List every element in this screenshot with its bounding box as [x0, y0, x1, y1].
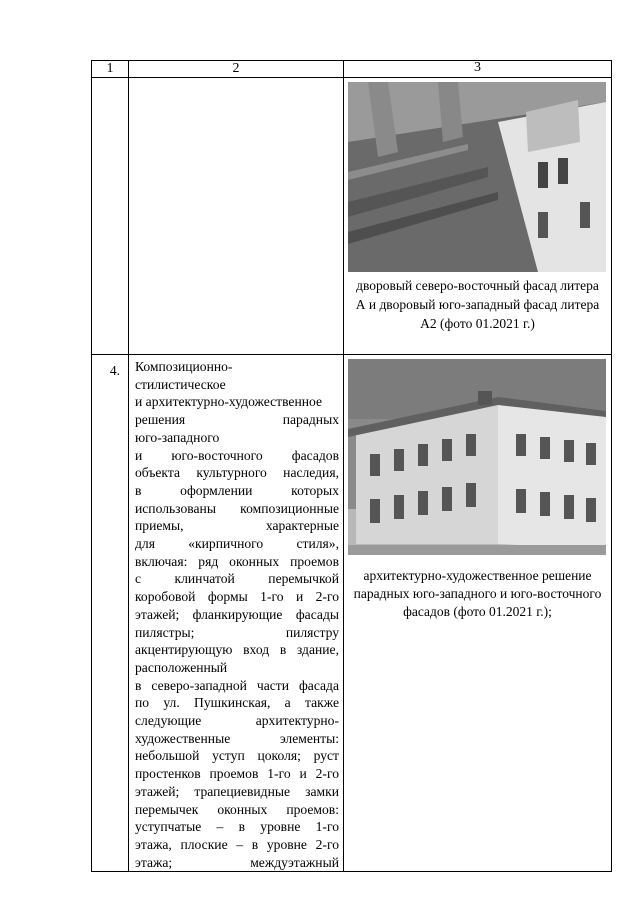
row-description [129, 355, 344, 872]
desc-line: уступчатые – в уровне 1-го [135, 819, 339, 835]
desc-line: приемы, характерные [135, 518, 339, 534]
desc-line: с клинчатой перемычкой [135, 571, 339, 587]
desc-line: в оформлении которых [135, 482, 339, 498]
table-row [92, 78, 612, 355]
photo-caption: дворовый северо-восточный фасад литера А и дворовый юго-западный фасад литера А2 (фото 01.2021 г.) [355, 278, 600, 331]
desc-line: этажа; междуэтажный [135, 854, 339, 870]
desc-line: пилястры; пилястру [135, 624, 339, 640]
desc-line: этажа, плоские – в уровне 2-го [135, 836, 339, 852]
header-row [92, 61, 612, 78]
desc-line: и юго-восточного фасадов [135, 447, 339, 463]
desc-line: использованы композиционные [135, 500, 339, 516]
desc-line: объекта культурного наследия, [135, 465, 339, 481]
desc-line: этажей; фланкирующие фасады [135, 606, 339, 622]
desc-line: Композиционно- [135, 359, 233, 374]
desc-line: небольшой уступ цоколя; руст [135, 748, 339, 764]
document-table [91, 60, 612, 872]
desc-line: перемычек оконных проемов: [135, 801, 339, 817]
photo-two-storey-brick-building [348, 359, 606, 555]
desc-line: этажей; трапециевидные замки [135, 783, 339, 799]
desc-line: расположенный [135, 659, 228, 675]
desc-line: юго-западного [135, 429, 220, 445]
desc-line: в северо-западной части фасада [135, 677, 339, 693]
row-number [92, 78, 129, 355]
desc-line: по ул. Пушкинская, а также [135, 695, 339, 711]
desc-line: включая: ряд оконных проемов [135, 553, 339, 569]
desc-line: простенков проемов 1-го и 2-го [135, 766, 339, 782]
desc-line: акцентирующую вход в здание, [135, 642, 339, 658]
photo-caption: архитектурно-художественное решение парадных юго-западного и юго-восточного фасадов (фото 01.2021 г.); [353, 568, 602, 619]
desc-line: коробовой формы 1-го и 2-го [135, 589, 339, 605]
photo-cell [344, 78, 612, 355]
table-row [92, 355, 612, 872]
header-cell-3: 3 [344, 61, 612, 78]
header-cell-1: 1 [92, 61, 129, 78]
header-cell-2: 2 [129, 61, 344, 78]
desc-line: стилистическое [135, 376, 226, 392]
desc-line: и архитектурно-художественное [135, 394, 322, 410]
desc-line: следующие архитектурно- [135, 713, 339, 729]
desc-line: художественные элементы: [135, 730, 339, 746]
photo-courtyard-facade [348, 82, 606, 272]
desc-line: для «кирпичного стиля», [135, 536, 339, 552]
photo-cell [344, 355, 612, 872]
desc-line: решения парадных [135, 412, 339, 428]
row-description [129, 78, 344, 355]
row-number: 4. [92, 355, 129, 872]
